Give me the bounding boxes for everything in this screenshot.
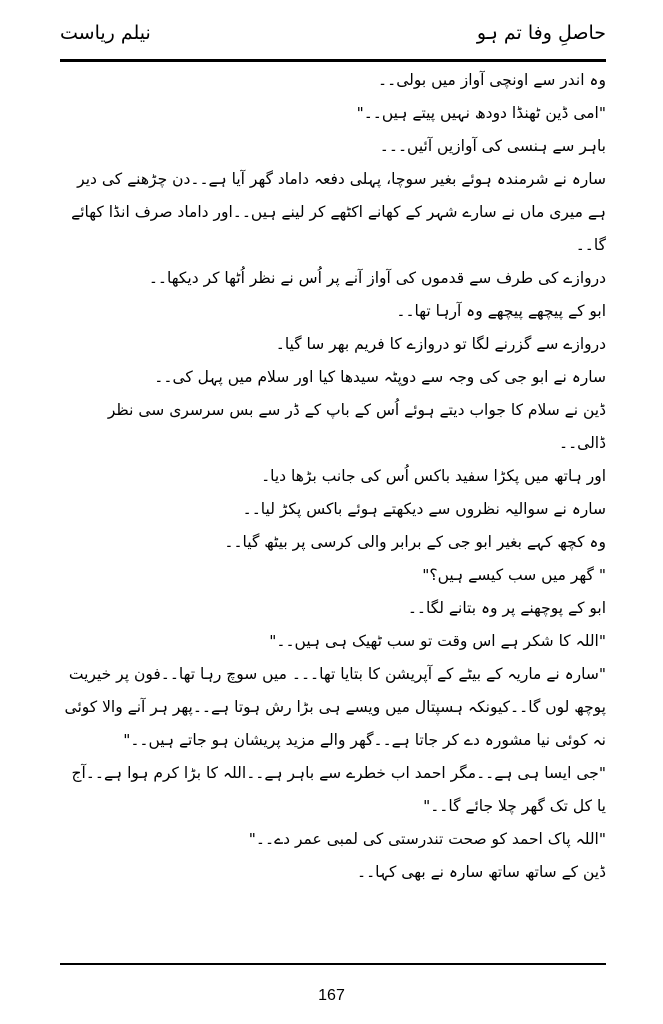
paragraph: ابو کے پوچھنے پر وہ بتانے لگا۔۔	[407, 599, 606, 617]
paragraph: سارہ نے سوالیہ نظروں سے دیکھتے ہوئے باکس پکڑ لیا۔۔	[242, 500, 606, 518]
header-divider	[60, 59, 606, 62]
footer-divider	[60, 963, 606, 965]
paragraph: "سارہ نے ماریہ کے بیٹے کے آپریشن کا بتایا تھا۔۔۔ میں سوچ رہا تھا۔۔فون پر خیریت پوچھ لوں گا۔۔کیونکہ ہسپتال میں ویسے ہی بڑا رش ہوتا ہے۔۔پھر ہر آنے والا کوئی نہ کوئی نیا مشورہ دے کر جاتا ہے۔۔گھر والے مزید پریشان ہو جاتے ہیں۔۔"	[64, 665, 606, 749]
paragraph: " گھر میں سب کیسے ہیں؟"	[422, 566, 606, 584]
paragraph: "جی ایسا ہی ہے۔۔مگر احمد اب خطرے سے باہر ہے۔۔اللہ کا بڑا کرم ہوا ہے۔۔آج یا کل تک گھر چلا جائے گا۔۔"	[71, 764, 606, 815]
paragraph: ڈین کے ساتھ ساتھ سارہ نے بھی کہا۔۔	[357, 863, 606, 881]
paragraph: سارہ نے ابو جی کی وجہ سے دوپٹہ سیدھا کیا اور سلام میں پہل کی۔۔	[154, 368, 606, 386]
book-title: حاصلِ وفا تم ہو	[476, 22, 606, 44]
paragraph: "امی ڈین ٹھنڈا دودھ نہیں پیتے ہیں۔۔"	[356, 104, 606, 122]
paragraph: "اللہ پاک احمد کو صحت تندرستی کی لمبی عمر دے۔۔"	[248, 830, 606, 848]
page-header	[60, 22, 606, 54]
paragraph: دروازے سے گزرنے لگا تو دروازے کا فریم بھر سا گیا۔	[275, 335, 606, 353]
paragraph: باہر سے ہنسی کی آوازیں آئیں۔۔۔	[379, 137, 606, 155]
author-name: نیلم ریاست	[60, 22, 151, 44]
page-number: 167	[318, 987, 345, 1004]
paragraph: دروازے کی طرف سے قدموں کی آواز آنے پر اُس نے نظر اُٹھا کر دیکھا۔۔	[148, 269, 606, 287]
paragraph: ابو کے پیچھے پیچھے وہ آرہا تھا۔۔	[396, 302, 606, 320]
paragraph: وہ اندر سے اونچی آواز میں بولی۔۔	[378, 71, 606, 89]
paragraph: اور ہاتھ میں پکڑا سفید باکس اُس کی جانب بڑھا دیا۔	[261, 467, 606, 485]
paragraph: "اللہ کا شکر ہے اس وقت تو سب ٹھیک ہی ہیں۔۔"	[269, 632, 606, 650]
paragraph: سارہ نے شرمندہ ہوئے بغیر سوچا، پہلی دفعہ داماد گھر آیا ہے۔۔دن چڑھنے کی دیر ہے میری ماں نے سارے شہر کے کھانے اکٹھے کر لینے ہیں۔۔اور داماد صرف انڈا کھائے گا۔۔	[71, 170, 606, 254]
paragraph: ڈین نے سلام کا جواب دیتے ہوئے اُس کے باپ کے ڈر سے بس سرسری سی نظر ڈالی۔۔	[107, 401, 606, 452]
paragraph: وہ کچھ کہے بغیر ابو جی کے برابر والی کرسی پر بیٹھ گیا۔۔	[224, 533, 606, 551]
page-body	[60, 64, 606, 962]
